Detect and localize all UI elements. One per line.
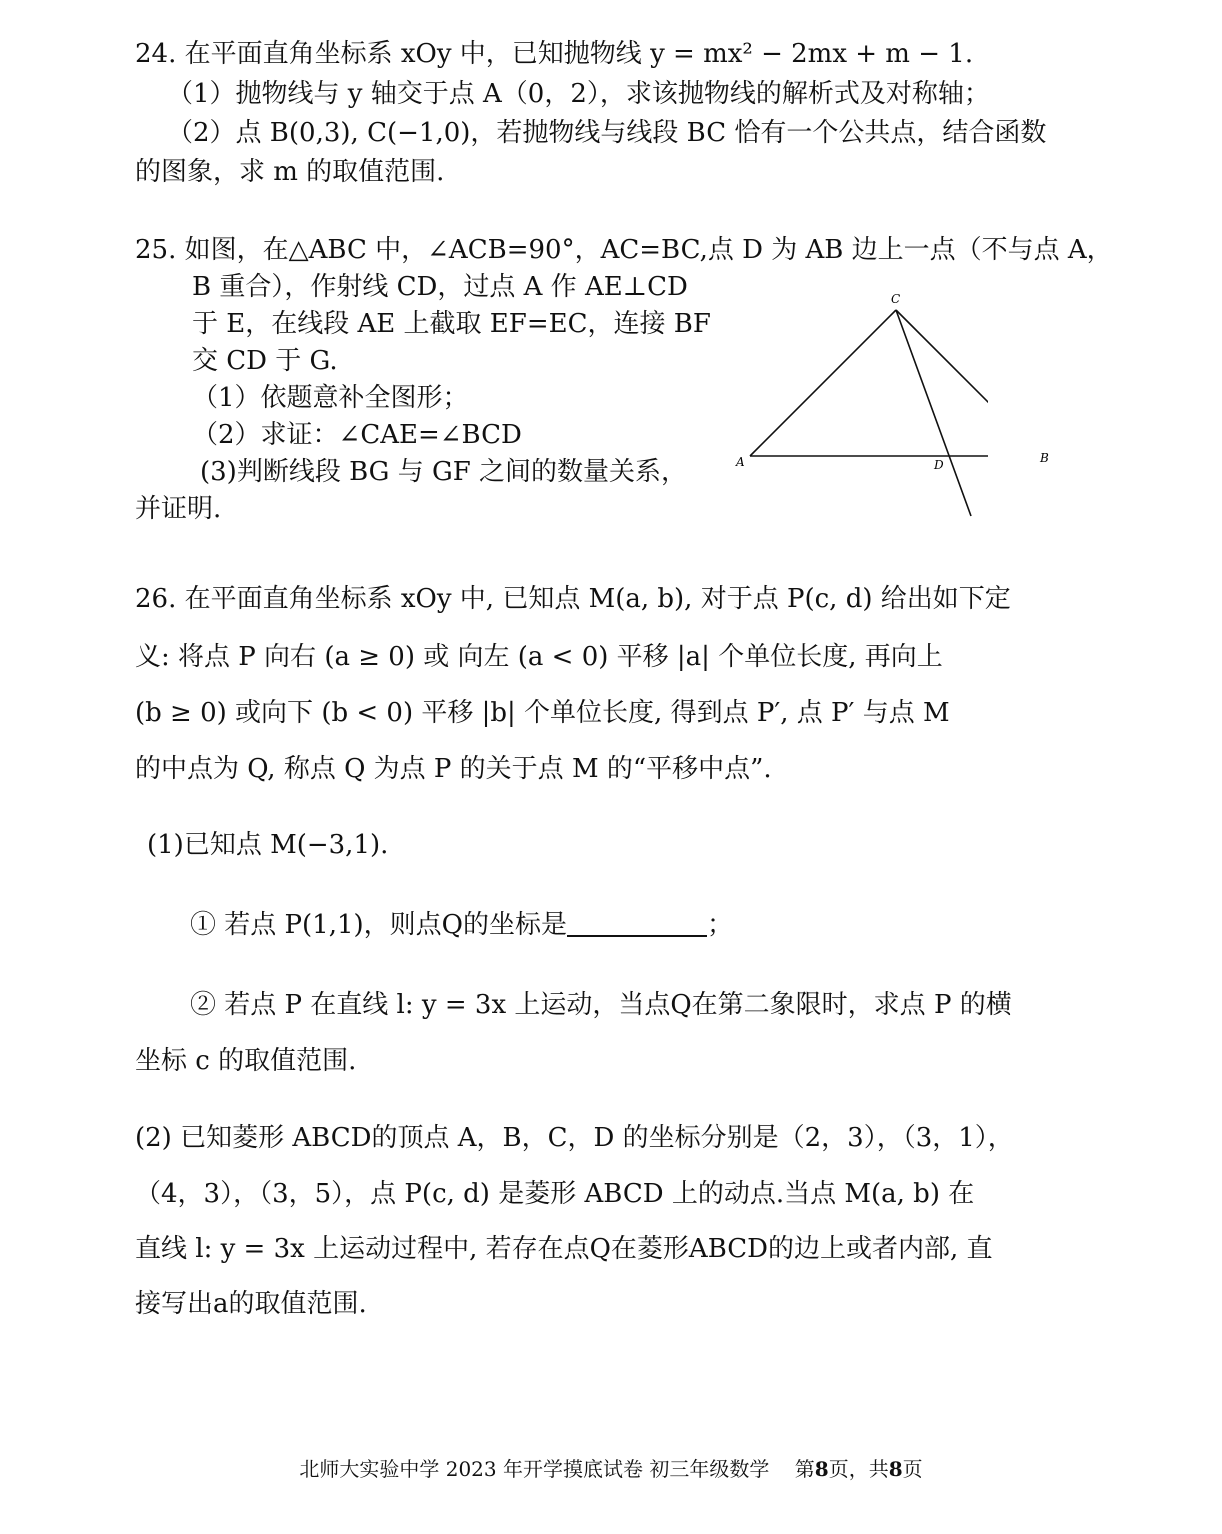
q25-line5: （1）依题意补全图形； (192, 383, 469, 413)
q26-part2-line4: 接写出a的取值范围. (135, 1289, 367, 1319)
q24-line4: 的图象，求 m 的取值范围. (135, 157, 445, 187)
q26-part1-i (190, 908, 733, 942)
footer-page-current: 8 (814, 1457, 829, 1481)
footer-title: 北师大实验中学 2023 年开学摸底试卷 初三年级数学 (299, 1457, 770, 1481)
q25-line1: 25. 如图，在△ABC 中，∠ACB=90°，AC=BC,点 D 为 AB 边上一点（不与点 A， (135, 235, 1113, 265)
q25-line3: 于 E，在线段 AE 上截取 EF=EC，连接 BF (192, 309, 711, 339)
q26-part1-ii-line2: 坐标 c 的取值范围. (135, 1046, 357, 1076)
q25-line4: 交 CD 于 G. (192, 346, 338, 376)
q26-part1-head: (1)已知点 M(−3,1). (147, 830, 389, 860)
q25-line7: (3)判断线段 BG 与 GF 之间的数量关系， (200, 457, 688, 487)
footer-page-prefix: 第 (794, 1457, 815, 1481)
triangle-figure (728, 288, 988, 520)
label-b: B (1040, 451, 1049, 465)
label-d: D (934, 458, 944, 472)
q26-part2-line3: 直线 l: y = 3x 上运动过程中, 若存在点Q在菱形ABCD的边上或者内部, 直 (135, 1234, 993, 1264)
q26-line2: 义: 将点 P 向右 (a ≥ 0) 或 向左 (a < 0) 平移 |a| 个单位长度, 再向上 (135, 642, 943, 672)
label-c: C (891, 292, 901, 306)
q25-line2: B 重合），作射线 CD，过点 A 作 AE⊥CD (192, 272, 688, 302)
q26-part2-line2: （4，3），（3，5），点 P(c, d) 是菱形 ABCD 上的动点.当点 M(a, b) 在 (135, 1179, 975, 1209)
q25-line6: （2）求证：∠CAE=∠BCD (192, 420, 522, 450)
q24-line1: 24. 在平面直角坐标系 xOy 中，已知抛物线 y = mx² − 2mx + m − 1. (135, 39, 974, 69)
ray-cd (896, 310, 971, 516)
footer-page-total: 8 (888, 1457, 903, 1481)
label-b-wrap (1038, 446, 1058, 466)
answer-blank (567, 909, 707, 937)
q26-line1: 26. 在平面直角坐标系 xOy 中, 已知点 M(a, b), 对于点 P(c, d) 给出如下定 (135, 584, 1011, 614)
page-footer (0, 1455, 1222, 1483)
q26-line3: (b ≥ 0) 或向下 (b < 0) 平移 |b| 个单位长度, 得到点 P′, 点 P′ 与点 M (135, 698, 950, 728)
label-a: A (736, 455, 745, 469)
q26-part1-i-suffix: ； (706, 910, 733, 940)
q24-line3: （2）点 B(0,3), C(−1,0)，若抛物线与线段 BC 恰有一个公共点，结合函数 (167, 118, 1047, 148)
side-ca (750, 310, 896, 456)
q26-line4: 的中点为 Q, 称点 Q 为点 P 的关于点 M 的“平移中点”. (135, 754, 772, 784)
q26-part1-i-prefix: ① 若点 P(1,1)，则点Q的坐标是 (190, 910, 567, 940)
q26-part1-ii-line1: ② 若点 P 在直线 l: y = 3x 上运动，当点Q在第二象限时，求点 P 的横 (190, 990, 1012, 1020)
q26-part2-line1: (2) 已知菱形 ABCD的顶点 A，B，C，D 的坐标分别是（2，3），（3，1）， (135, 1123, 1014, 1153)
q25-line8: 并证明. (135, 494, 222, 524)
footer-page-suffix: 页 (902, 1457, 923, 1481)
footer-page-mid: 页，共 (828, 1457, 889, 1481)
q24-line2: （1）抛物线与 y 轴交于点 A（0，2），求该抛物线的解析式及对称轴； (167, 79, 990, 109)
